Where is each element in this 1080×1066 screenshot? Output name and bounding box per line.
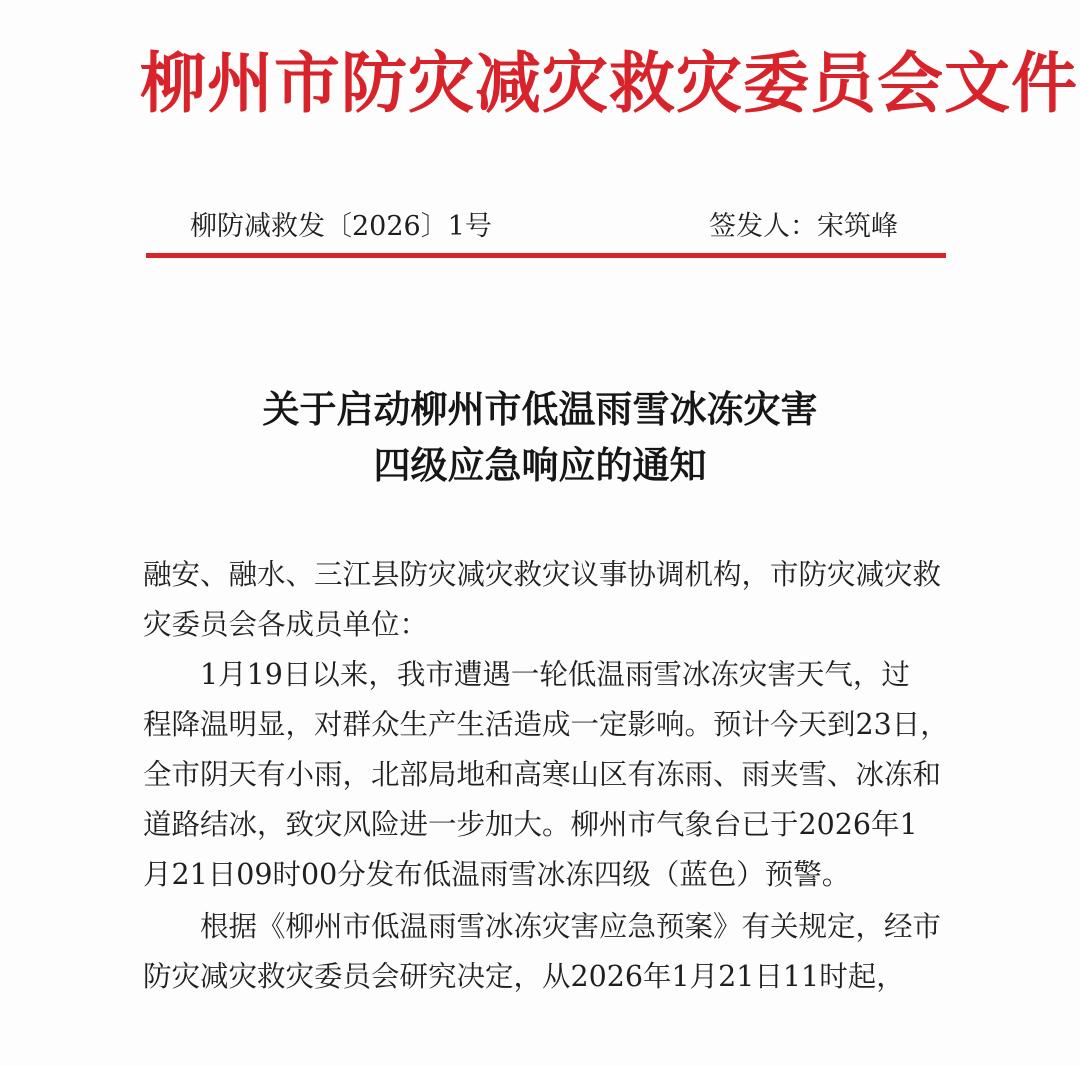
- body-paragraph-line: 程降温明显，对群众生产生活造成一定影响。预计今天到23日，: [143, 708, 949, 741]
- notice-body: [143, 550, 949, 1002]
- document-number: 柳防减救发〔2026〕1号: [190, 211, 492, 242]
- body-paragraph-line: 1月19日以来，我市遭遇一轮低温雨雪冰冻灾害天气，过: [200, 658, 910, 691]
- addressee-line: 融安、融水、三江县防灾减灾救灾议事协调机构，市防灾减灾救: [143, 558, 942, 591]
- body-paragraph-line: 防灾减灾救灾委员会研究决定，从2026年1月21日11时起，: [143, 960, 905, 993]
- addressee-line: 灾委员会各成员单位：: [143, 608, 429, 641]
- signer: 签发人：宋筑峰: [709, 211, 898, 242]
- body-paragraph-line: 道路结冰，致灾风险进一步加大。柳州市气象台已于2026年1: [143, 808, 918, 841]
- red-separator-line: [146, 253, 946, 258]
- agency-document-header: 柳州市防灾减灾救灾委员会文件: [140, 44, 1078, 122]
- document-meta-row: [190, 205, 898, 249]
- body-paragraph-line: 全市阴天有小雨，北部局地和高寒山区有冻雨、雨夹雪、冰冻和: [143, 758, 942, 791]
- body-paragraph-line: 月21日09时00分发布低温雨雪冰冻四级（蓝色）预警。: [143, 858, 851, 891]
- notice-title-line-1: 关于启动柳州市低温雨雪冰冻灾害: [262, 388, 818, 431]
- notice-title-line-2: 四级应急响应的通知: [373, 444, 707, 487]
- notice-title: [0, 382, 1080, 494]
- body-paragraph-line: 根据《柳州市低温雨雪冰冻灾害应急预案》有关规定，经市: [200, 910, 942, 943]
